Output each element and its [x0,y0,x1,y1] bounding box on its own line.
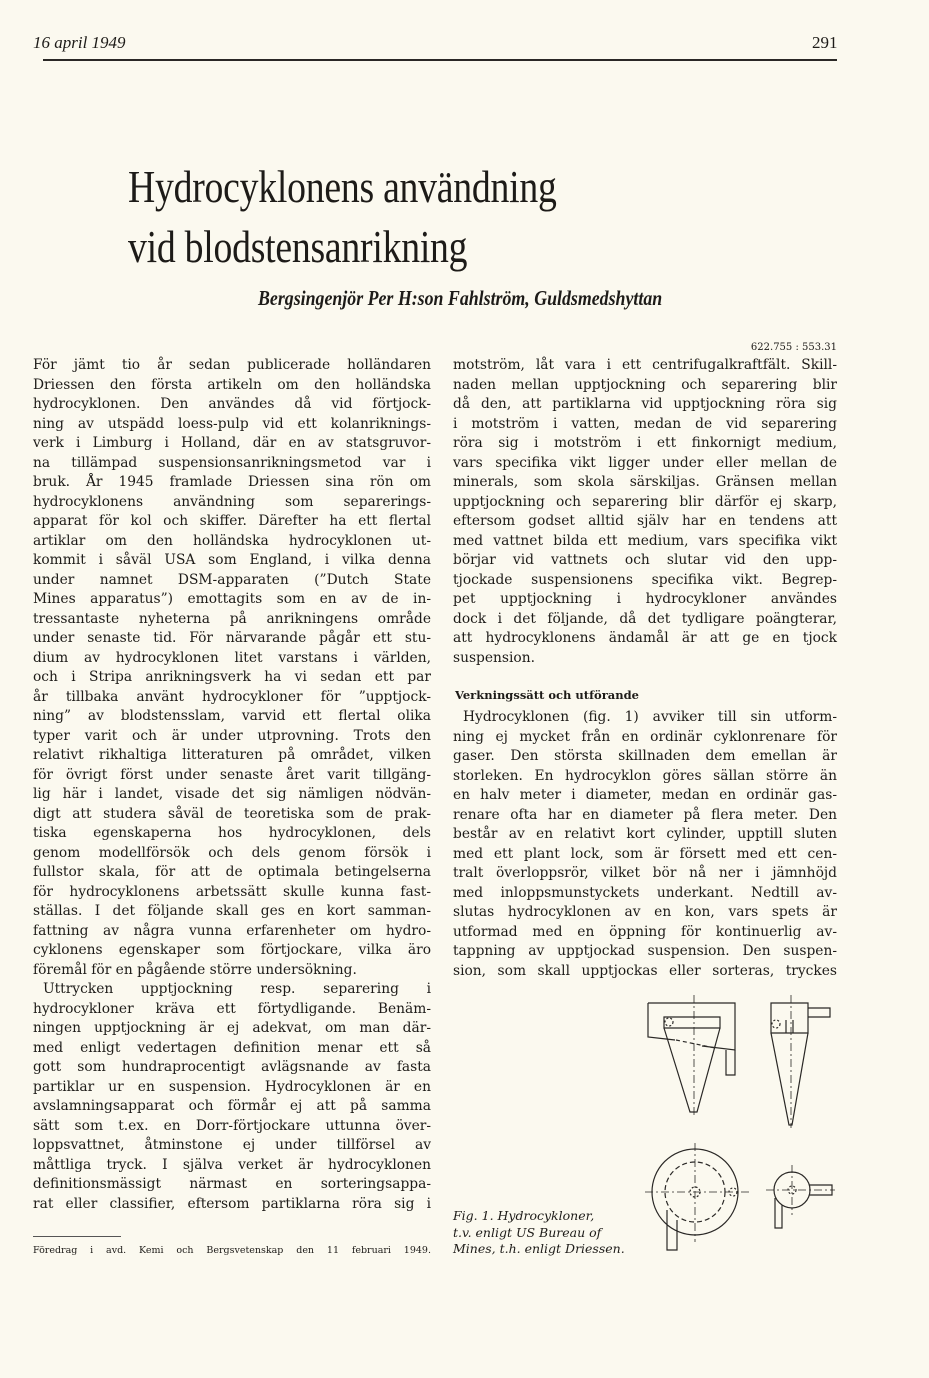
text-line: naden mellan upptjockning och separering blir [453,376,837,393]
text-line: under namnet DSM-apparaten (”Dutch State [33,571,431,588]
text-line: storleken. En hydrocyklon göres sällan större än [453,767,837,784]
text-line: renare ofta har en diameter på flera meter. Den [453,806,837,823]
running-header-date: 16 april 1949 [33,33,126,52]
text-line: hydrocyklonen. Den användes då vid förtjock- [33,396,431,412]
text-line: dium av hydrocyklonen litet varstans i världen, [33,649,431,666]
text-line: att hydrocyklonens ändamål är att ge en tjock [453,630,837,646]
text-line: under senaste tid. För närvarande pågår ett stu- [33,630,431,646]
text-line: digt att studera såväl de teoretiska som de prak- [33,805,431,822]
footnote-rule [33,1236,121,1237]
text-line: ning av utspädd loess-pulp vid ett kolanriknings- [33,415,431,432]
text-line: avslamningsapparat och förmår ej att på samma [33,1098,431,1114]
text-line: lig här i landet, visade det sig nämligen nödvän- [33,786,431,802]
text-line: pet upptjockning i hydrocykloner användes [453,591,837,607]
text-line: med inloppsmunstyckets underkant. Nedtill av- [453,884,837,901]
text-line: typer varit och är under utprovning. Trots den [33,727,431,744]
text-line: med ett plant lock, som är försett med ett cen- [453,845,837,862]
text-line: eftersom godset alltid själv har en tendens att [453,513,837,529]
udc-classification: 622.755 : 553.31 [750,342,837,353]
text-line: partiklar ur en suspension. Hydrocyklonen är en [33,1078,431,1095]
text-line: år tillbaka använt hydrocykloner för ”upptjock- [33,688,431,705]
text-line: För jämt tio år sedan publicerade holländaren [33,357,431,373]
text-line: hydrocyklonens användning som separerings- [33,493,431,510]
text-line: Hydrocyklonen (fig. 1) avviker till sin utform- [463,709,837,725]
text-line: med vattnet bilda ett medium, vars specifika vikt [453,532,837,549]
author-byline: Bergsingenjör Per H:son Fahlström, Guldsmedshyttan [258,286,663,310]
text-line: verk i Limburg i Holland, där en av statsgruvor- [33,435,431,451]
text-line: apparat för kol och skiffer. Därefter ha ett flertal [33,513,431,529]
text-line: rat eller classifier, eftersom partiklarna röra sig i [33,1195,431,1212]
text-line: upptjockning och separering blir därför ej skarp, [453,493,837,510]
driessen-cyclone-elevation [771,995,830,1128]
text-line: ning ej mycket från en ordinär cyklonrenare för [453,728,837,745]
text-line: måttliga tryck. I själva verket är hydrocyklonen [33,1156,431,1173]
figure-caption-line-1: Fig. 1. Hydrocykloner, [453,1208,595,1223]
text-line: definitionsmässigt närmast en sorteringsappa- [33,1176,431,1192]
text-line: tjockade suspensionens specifika vikt. Begrep- [453,571,837,588]
text-line: och i Stripa anrikningsverk ha vi sedan ett par [33,669,431,685]
driessen-cyclone-plan [766,1165,835,1228]
us-bureau-cyclone-elevation [648,995,735,1115]
us-bureau-cyclone-plan [645,1143,750,1250]
text-line: ningen upptjockning är ej adekvat, om man där- [33,1020,431,1036]
text-line: hydrocykloner kräva ett förtydligande. Benäm- [33,1000,431,1017]
text-line: med enligt vedertagen definition menar ett så [33,1039,431,1056]
text-line: Uttrycken upptjockning resp. separering i [43,981,431,997]
text-line: ställas. I det följande skall ges en kort samman- [33,903,431,919]
text-line: tiska egenskaperna hos hydrocyklonen, dels [33,825,431,841]
text-line: för hydrocyklonens arbetssätt skulle kunna fast- [33,883,431,900]
text-line: tressantaste nyheterna på anrikningens område [33,610,431,627]
text-line: bruk. År 1945 framlade Driessen sina rön om [33,474,431,490]
text-line: ning” av blodstensslam, varvid ett flertal olika [33,708,431,724]
text-line: slutas hydrocyklonen av en kon, vars spets är [453,904,837,920]
text-line: dock i det följande, då det tydligare poängterar, [453,610,837,627]
text-line: kommit i såväl USA som England, i vilka denna [33,552,431,568]
text-line: Driessen den första artikeln om den holländska [33,376,431,393]
text-line: vars specifika vikt ligger under eller mellan de [453,454,837,471]
page-number: 291 [812,33,838,52]
text-line: utformad med en öppning för kontinuerlig av- [453,923,837,940]
text-line: loppsvattnet, åtminstone ej under tillförsel av [33,1137,431,1153]
text-line: fattning av några vunna erfarenheter om hydro- [33,922,431,939]
section-heading: Verkningssätt och utförande [455,688,639,702]
text-line: tappning av upptjockad suspension. Den suspen- [453,943,837,959]
text-line: suspension. [453,649,535,666]
text-line: gott som hundraprocentigt avlägsnande av fasta [33,1059,431,1075]
text-line: för övrigt först under senaste året varit tillgäng- [33,766,431,783]
footnote: Föredrag i avd. Kemi och Bergsvetenskap den 11 februari 1949. [33,1245,431,1256]
text-line: minerals, som skola särskiljas. Gränsen mellan [453,474,837,490]
text-line: tralt överloppsrör, vilket bör nå ner i jämnhöjd [453,865,837,881]
text-line: motström, låt vara i ett centrifugalkraftfält. Skill- [453,357,837,373]
figure-caption-line-2: t.v. enligt US Bureau of [453,1225,602,1240]
text-line: då den, att partiklarna vid upptjockning röra sig [453,396,837,412]
text-line: i motström i vatten, medan de vid separering [453,415,837,432]
text-line: föremål för en pågående större undersökning. [33,961,357,978]
text-line: Mines apparatus”) emottagits som en av de in- [33,591,431,607]
article-title-line-2: vid blodstensanrikning [128,221,468,272]
text-line: genom modellförsök och dels genom försök i [33,844,431,861]
text-line: börjar vid vattnets och slutar vid den upp- [453,552,837,568]
text-line: relativt rikhaltiga litteraturen på området, vilken [33,747,431,763]
text-line: artiklar om den holländska hydrocyklonen ut- [33,532,431,549]
text-line: cyklonens egenskaper som förtjockare, vilka äro [33,942,431,958]
article-title-line-1: Hydrocyklonens användning [128,161,557,212]
text-line: fullstor skala, för att de optimala betingelserna [33,864,431,880]
text-line: består av en relativt kort cylinder, upptill sluten [453,826,837,842]
text-line: en halv meter i diameter, medan en ordinär gas- [453,787,837,803]
text-line: sion, som skall upptjockas eller sorteras, tryckes [453,962,837,979]
text-line: na tillämpad suspensionsanrikningsmetod var i [33,454,431,471]
figure-caption-line-3: Mines, t.h. enligt Driessen. [453,1241,625,1256]
text-line: gaser. Den största skillnaden dem emellan är [453,748,837,764]
text-line: sätt som t.ex. en Dorr-förtjockare uttunna över- [33,1117,431,1134]
text-line: röra sig i motström i ett finkornigt medium, [453,435,837,451]
